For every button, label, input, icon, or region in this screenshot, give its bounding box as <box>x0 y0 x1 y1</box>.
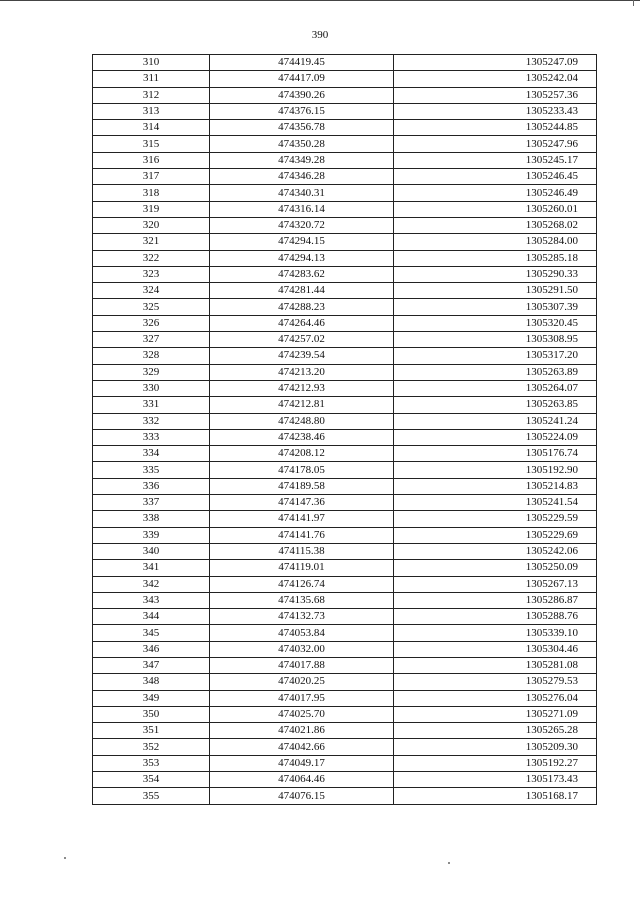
point-number-cell: 342 <box>93 576 210 592</box>
y-coordinate-cell: 1305317.20 <box>394 348 597 364</box>
table-row <box>93 446 597 462</box>
y-coordinate-cell: 1305263.89 <box>394 364 597 380</box>
point-number-cell: 311 <box>93 71 210 87</box>
x-coordinate-cell: 474419.45 <box>210 55 394 71</box>
point-number-cell: 323 <box>93 266 210 282</box>
point-number-cell: 350 <box>93 706 210 722</box>
y-coordinate-cell: 1305281.08 <box>394 657 597 673</box>
coordinate-table-body <box>93 55 597 805</box>
x-coordinate-cell: 474346.28 <box>210 169 394 185</box>
x-coordinate-cell: 474239.54 <box>210 348 394 364</box>
table-row <box>93 364 597 380</box>
point-number-cell: 334 <box>93 446 210 462</box>
point-number-cell: 333 <box>93 429 210 445</box>
x-coordinate-cell: 474178.05 <box>210 462 394 478</box>
page-number: 390 <box>311 29 329 41</box>
y-coordinate-cell: 1305267.13 <box>394 576 597 592</box>
point-number-cell: 331 <box>93 397 210 413</box>
table-row <box>93 413 597 429</box>
y-coordinate-cell: 1305320.45 <box>394 315 597 331</box>
x-coordinate-cell: 474316.14 <box>210 201 394 217</box>
table-row <box>93 315 597 331</box>
x-coordinate-cell: 474376.15 <box>210 103 394 119</box>
x-coordinate-cell: 474288.23 <box>210 299 394 315</box>
table-row <box>93 169 597 185</box>
y-coordinate-cell: 1305224.09 <box>394 429 597 445</box>
point-number-cell: 321 <box>93 234 210 250</box>
table-row <box>93 380 597 396</box>
point-number-cell: 353 <box>93 755 210 771</box>
point-number-cell: 351 <box>93 723 210 739</box>
point-number-cell: 322 <box>93 250 210 266</box>
table-row <box>93 609 597 625</box>
x-coordinate-cell: 474135.68 <box>210 592 394 608</box>
point-number-cell: 318 <box>93 185 210 201</box>
x-coordinate-cell: 474189.58 <box>210 478 394 494</box>
table-row <box>93 527 597 543</box>
y-coordinate-cell: 1305233.43 <box>394 103 597 119</box>
x-coordinate-cell: 474115.38 <box>210 543 394 559</box>
x-coordinate-cell: 474020.25 <box>210 674 394 690</box>
x-coordinate-cell: 474417.09 <box>210 71 394 87</box>
point-number-cell: 314 <box>93 120 210 136</box>
point-number-cell: 317 <box>93 169 210 185</box>
point-number-cell: 344 <box>93 609 210 625</box>
point-number-cell: 341 <box>93 560 210 576</box>
x-coordinate-cell: 474294.15 <box>210 234 394 250</box>
table-row <box>93 250 597 266</box>
point-number-cell: 312 <box>93 87 210 103</box>
y-coordinate-cell: 1305241.24 <box>394 413 597 429</box>
scan-speck-left <box>64 857 66 859</box>
table-row <box>93 511 597 527</box>
table-row <box>93 690 597 706</box>
y-coordinate-cell: 1305214.83 <box>394 478 597 494</box>
y-coordinate-cell: 1305291.50 <box>394 283 597 299</box>
point-number-cell: 343 <box>93 592 210 608</box>
y-coordinate-cell: 1305192.90 <box>394 462 597 478</box>
table-row <box>93 706 597 722</box>
x-coordinate-cell: 474076.15 <box>210 788 394 804</box>
point-number-cell: 345 <box>93 625 210 641</box>
x-coordinate-cell: 474147.36 <box>210 495 394 511</box>
y-coordinate-cell: 1305268.02 <box>394 217 597 233</box>
y-coordinate-cell: 1305192.27 <box>394 755 597 771</box>
point-number-cell: 330 <box>93 380 210 396</box>
x-coordinate-cell: 474021.86 <box>210 723 394 739</box>
table-row <box>93 152 597 168</box>
table-row <box>93 299 597 315</box>
x-coordinate-cell: 474212.93 <box>210 380 394 396</box>
table-row <box>93 348 597 364</box>
y-coordinate-cell: 1305250.09 <box>394 560 597 576</box>
point-number-cell: 310 <box>93 55 210 71</box>
x-coordinate-cell: 474257.02 <box>210 332 394 348</box>
x-coordinate-cell: 474281.44 <box>210 283 394 299</box>
y-coordinate-cell: 1305209.30 <box>394 739 597 755</box>
table-row <box>93 674 597 690</box>
x-coordinate-cell: 474049.17 <box>210 755 394 771</box>
point-number-cell: 348 <box>93 674 210 690</box>
y-coordinate-cell: 1305247.09 <box>394 55 597 71</box>
table-row <box>93 576 597 592</box>
y-coordinate-cell: 1305246.45 <box>394 169 597 185</box>
table-row <box>93 266 597 282</box>
y-coordinate-cell: 1305308.95 <box>394 332 597 348</box>
table-row <box>93 332 597 348</box>
y-coordinate-cell: 1305229.69 <box>394 527 597 543</box>
y-coordinate-cell: 1305168.17 <box>394 788 597 804</box>
x-coordinate-cell: 474025.70 <box>210 706 394 722</box>
point-number-cell: 329 <box>93 364 210 380</box>
table-row <box>93 136 597 152</box>
table-row <box>93 185 597 201</box>
y-coordinate-cell: 1305244.85 <box>394 120 597 136</box>
y-coordinate-cell: 1305290.33 <box>394 266 597 282</box>
point-number-cell: 320 <box>93 217 210 233</box>
point-number-cell: 354 <box>93 772 210 788</box>
point-number-cell: 319 <box>93 201 210 217</box>
point-number-cell: 347 <box>93 657 210 673</box>
y-coordinate-cell: 1305257.36 <box>394 87 597 103</box>
scan-corner-mark <box>633 0 640 6</box>
x-coordinate-cell: 474390.26 <box>210 87 394 103</box>
y-coordinate-cell: 1305307.39 <box>394 299 597 315</box>
y-coordinate-cell: 1305264.07 <box>394 380 597 396</box>
table-row <box>93 87 597 103</box>
point-number-cell: 352 <box>93 739 210 755</box>
point-number-cell: 338 <box>93 511 210 527</box>
x-coordinate-cell: 474132.73 <box>210 609 394 625</box>
point-number-cell: 328 <box>93 348 210 364</box>
x-coordinate-cell: 474032.00 <box>210 641 394 657</box>
y-coordinate-cell: 1305260.01 <box>394 201 597 217</box>
x-coordinate-cell: 474356.78 <box>210 120 394 136</box>
table-row <box>93 641 597 657</box>
y-coordinate-cell: 1305245.17 <box>394 152 597 168</box>
y-coordinate-cell: 1305276.04 <box>394 690 597 706</box>
y-coordinate-cell: 1305286.87 <box>394 592 597 608</box>
table-row <box>93 625 597 641</box>
table-row <box>93 739 597 755</box>
x-coordinate-cell: 474350.28 <box>210 136 394 152</box>
x-coordinate-cell: 474248.80 <box>210 413 394 429</box>
table-row <box>93 103 597 119</box>
x-coordinate-cell: 474212.81 <box>210 397 394 413</box>
y-coordinate-cell: 1305241.54 <box>394 495 597 511</box>
point-number-cell: 324 <box>93 283 210 299</box>
scan-top-edge <box>0 0 640 1</box>
table-row <box>93 462 597 478</box>
y-coordinate-cell: 1305173.43 <box>394 772 597 788</box>
x-coordinate-cell: 474042.66 <box>210 739 394 755</box>
table-row <box>93 429 597 445</box>
x-coordinate-cell: 474017.88 <box>210 657 394 673</box>
point-number-cell: 336 <box>93 478 210 494</box>
table-row <box>93 283 597 299</box>
y-coordinate-cell: 1305242.04 <box>394 71 597 87</box>
table-row <box>93 71 597 87</box>
y-coordinate-cell: 1305288.76 <box>394 609 597 625</box>
scan-speck-right <box>448 862 450 864</box>
y-coordinate-cell: 1305247.96 <box>394 136 597 152</box>
x-coordinate-cell: 474294.13 <box>210 250 394 266</box>
x-coordinate-cell: 474053.84 <box>210 625 394 641</box>
table-row <box>93 543 597 559</box>
table-row <box>93 755 597 771</box>
x-coordinate-cell: 474320.72 <box>210 217 394 233</box>
x-coordinate-cell: 474126.74 <box>210 576 394 592</box>
point-number-cell: 325 <box>93 299 210 315</box>
x-coordinate-cell: 474238.46 <box>210 429 394 445</box>
y-coordinate-cell: 1305263.85 <box>394 397 597 413</box>
point-number-cell: 335 <box>93 462 210 478</box>
y-coordinate-cell: 1305304.46 <box>394 641 597 657</box>
table-row <box>93 397 597 413</box>
point-number-cell: 326 <box>93 315 210 331</box>
y-coordinate-cell: 1305229.59 <box>394 511 597 527</box>
x-coordinate-cell: 474119.01 <box>210 560 394 576</box>
coordinate-table <box>92 54 597 805</box>
x-coordinate-cell: 474340.31 <box>210 185 394 201</box>
x-coordinate-cell: 474349.28 <box>210 152 394 168</box>
point-number-cell: 346 <box>93 641 210 657</box>
x-coordinate-cell: 474141.97 <box>210 511 394 527</box>
table-row <box>93 120 597 136</box>
x-coordinate-cell: 474283.62 <box>210 266 394 282</box>
point-number-cell: 349 <box>93 690 210 706</box>
point-number-cell: 327 <box>93 332 210 348</box>
x-coordinate-cell: 474213.20 <box>210 364 394 380</box>
y-coordinate-cell: 1305284.00 <box>394 234 597 250</box>
y-coordinate-cell: 1305285.18 <box>394 250 597 266</box>
y-coordinate-cell: 1305279.53 <box>394 674 597 690</box>
y-coordinate-cell: 1305265.28 <box>394 723 597 739</box>
y-coordinate-cell: 1305242.06 <box>394 543 597 559</box>
table-row <box>93 772 597 788</box>
x-coordinate-cell: 474141.76 <box>210 527 394 543</box>
x-coordinate-cell: 474208.12 <box>210 446 394 462</box>
table-row <box>93 723 597 739</box>
x-coordinate-cell: 474264.46 <box>210 315 394 331</box>
table-row <box>93 55 597 71</box>
point-number-cell: 316 <box>93 152 210 168</box>
x-coordinate-cell: 474064.46 <box>210 772 394 788</box>
point-number-cell: 337 <box>93 495 210 511</box>
point-number-cell: 315 <box>93 136 210 152</box>
point-number-cell: 313 <box>93 103 210 119</box>
point-number-cell: 340 <box>93 543 210 559</box>
table-row <box>93 495 597 511</box>
table-row <box>93 560 597 576</box>
table-row <box>93 217 597 233</box>
table-row <box>93 592 597 608</box>
table-row <box>93 201 597 217</box>
table-row <box>93 478 597 494</box>
y-coordinate-cell: 1305339.10 <box>394 625 597 641</box>
y-coordinate-cell: 1305176.74 <box>394 446 597 462</box>
x-coordinate-cell: 474017.95 <box>210 690 394 706</box>
table-row <box>93 657 597 673</box>
table-row <box>93 234 597 250</box>
y-coordinate-cell: 1305246.49 <box>394 185 597 201</box>
point-number-cell: 332 <box>93 413 210 429</box>
point-number-cell: 339 <box>93 527 210 543</box>
table-row <box>93 788 597 804</box>
y-coordinate-cell: 1305271.09 <box>394 706 597 722</box>
point-number-cell: 355 <box>93 788 210 804</box>
